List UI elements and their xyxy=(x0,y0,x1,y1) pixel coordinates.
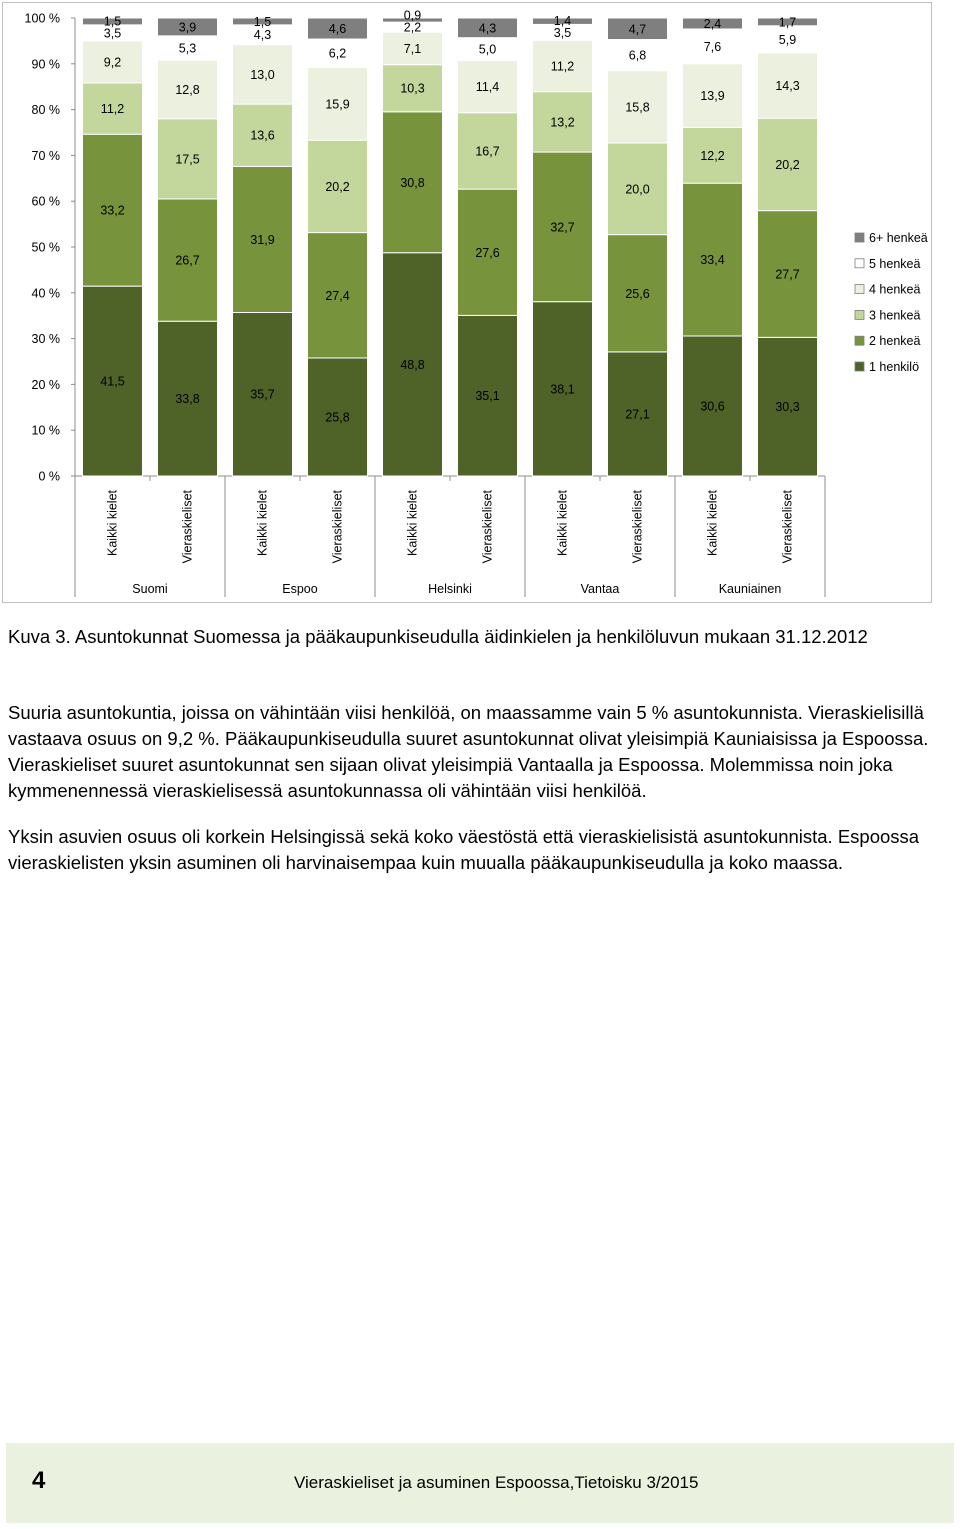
page-footer xyxy=(6,1443,954,1523)
data-label: 26,7 xyxy=(175,253,200,268)
legend-swatch xyxy=(855,259,864,268)
data-label: 25,6 xyxy=(625,286,650,301)
data-label: 14,3 xyxy=(775,78,800,93)
data-label: 20,2 xyxy=(775,157,800,172)
x-category-label: Kaikki kielet xyxy=(405,490,420,556)
data-label: 11,2 xyxy=(550,59,575,74)
figure-caption: Kuva 3. Asuntokunnat Suomessa ja pääkaupunkiseudulla äidinkielen ja henkilöluvun mukaan 31.12.2012 xyxy=(8,626,868,647)
data-label: 16,7 xyxy=(475,144,500,159)
chart xyxy=(0,0,960,605)
stacked-bar-chart xyxy=(0,0,960,605)
data-label: 11,4 xyxy=(475,80,500,95)
data-label: 6,2 xyxy=(328,46,347,61)
data-label: 3,5 xyxy=(103,26,122,41)
data-label: 12,2 xyxy=(700,148,725,163)
data-label: 31,9 xyxy=(250,232,275,247)
x-category-label: Kaikki kielet xyxy=(705,490,720,556)
group-label: Kauniainen xyxy=(718,582,782,596)
data-label: 1,5 xyxy=(253,14,272,29)
legend-label: 4 henkeä xyxy=(869,282,921,297)
legend-label: 2 henkeä xyxy=(869,334,921,349)
legend-label: 5 henkeä xyxy=(869,256,921,271)
group-label: Espoo xyxy=(282,582,318,596)
data-label: 35,1 xyxy=(475,389,500,404)
data-label: 32,7 xyxy=(550,220,575,235)
y-tick-label: 50 % xyxy=(31,240,60,255)
data-label: 1,7 xyxy=(778,15,797,30)
data-label: 48,8 xyxy=(400,357,425,372)
data-label: 2,2 xyxy=(403,20,422,35)
data-label: 12,8 xyxy=(175,82,200,97)
data-label: 20,2 xyxy=(325,179,350,194)
x-category-label: Kaikki kielet xyxy=(255,490,270,556)
x-category-label: Kaikki kielet xyxy=(555,490,570,556)
footer-text: Vieraskieliset ja asuminen Espoossa,Tietoisku 3/2015 xyxy=(294,1473,699,1492)
data-label: 13,0 xyxy=(250,67,275,82)
data-label: 30,8 xyxy=(400,175,425,190)
data-label: 33,8 xyxy=(175,392,200,407)
x-category-label: Vieraskieliset xyxy=(330,490,345,564)
data-label: 2,4 xyxy=(703,16,722,31)
data-label: 33,4 xyxy=(700,253,725,268)
data-label: 10,3 xyxy=(400,81,425,96)
data-label: 0,9 xyxy=(403,8,422,23)
y-tick-label: 70 % xyxy=(31,148,60,163)
data-label: 13,2 xyxy=(550,115,575,130)
data-label: 5,3 xyxy=(178,41,197,56)
data-label: 7,1 xyxy=(403,41,422,56)
legend-swatch xyxy=(855,362,864,371)
x-category-label: Kaikki kielet xyxy=(105,490,120,556)
data-label: 20,0 xyxy=(625,182,650,197)
y-tick-label: 40 % xyxy=(31,286,60,301)
legend-swatch xyxy=(855,285,864,294)
data-label: 7,6 xyxy=(703,39,722,54)
page-number: 4 xyxy=(32,1467,46,1494)
legend-swatch xyxy=(855,233,864,242)
data-label: 6,8 xyxy=(628,48,647,63)
x-category-label: Vieraskieliset xyxy=(630,490,645,564)
data-label: 27,6 xyxy=(475,245,500,260)
data-label: 1,5 xyxy=(103,14,122,29)
y-tick-label: 90 % xyxy=(31,57,60,72)
y-tick-label: 0 % xyxy=(38,469,60,484)
data-label: 4,3 xyxy=(253,28,272,43)
legend-label: 6+ henkeä xyxy=(869,231,928,245)
data-label: 11,2 xyxy=(100,102,125,117)
group-label: Helsinki xyxy=(428,582,472,596)
data-label: 4,3 xyxy=(478,21,497,36)
legend-label: 3 henkeä xyxy=(869,308,921,323)
text-block xyxy=(8,624,952,876)
y-tick-label: 80 % xyxy=(31,103,60,118)
data-label: 13,6 xyxy=(250,128,275,143)
legend-swatch xyxy=(855,310,864,319)
x-category-label: Vieraskieliset xyxy=(480,490,495,564)
data-label: 27,1 xyxy=(625,407,650,422)
data-label: 25,8 xyxy=(325,410,350,425)
data-label: 27,4 xyxy=(325,288,350,303)
y-tick-label: 30 % xyxy=(31,332,60,347)
data-label: 3,9 xyxy=(178,20,197,35)
legend-label: 1 henkilö xyxy=(869,360,920,374)
y-tick-label: 100 % xyxy=(24,11,60,26)
x-category-label: Vieraskieliset xyxy=(180,490,195,564)
data-label: 30,3 xyxy=(775,400,800,415)
data-label: 13,9 xyxy=(700,89,725,104)
data-label: 41,5 xyxy=(100,374,125,389)
group-label: Suomi xyxy=(132,582,168,596)
data-label: 5,0 xyxy=(478,42,497,57)
y-tick-label: 60 % xyxy=(31,194,60,209)
data-label: 27,7 xyxy=(775,267,800,282)
data-label: 17,5 xyxy=(175,152,200,167)
paragraph-1: Suuria asuntokuntia, joissa on vähintään viisi henkilöä, on maassamme vain 5 % asuntokunnista. Vieraskielisillä vastaava osuus on 9,2 %. Pääkaupunkiseudulla suuret asuntokunnat olivat yleisimpiä Kauniaisissa ja Espoossa. Vieraskieliset suuret asuntokunnat sen sijaan olivat yleisimpiä Vantaalla ja Espoossa. Molemmissa noin joka kymmenennessä vieraskielisessä asuntokunnassa oli vähintään viisi henkilöä. xyxy=(8,702,929,801)
data-label: 30,6 xyxy=(700,399,725,414)
y-tick-label: 10 % xyxy=(31,423,60,438)
data-label: 38,1 xyxy=(550,382,575,397)
data-label: 1,4 xyxy=(553,13,572,28)
x-category-label: Vieraskieliset xyxy=(780,490,795,564)
data-label: 15,8 xyxy=(625,100,650,115)
data-label: 15,9 xyxy=(325,97,350,112)
paragraph-2: Yksin asuvien osuus oli korkein Helsingissä sekä koko väestöstä että vieraskielisistä asuntokunnista. Espoossa vieraskielisten yksin asuminen oli harvinaisempaa kuin muualla pääkaupunkiseudulla ja koko maassa. xyxy=(8,826,920,873)
data-label: 33,2 xyxy=(100,203,125,218)
data-label: 4,6 xyxy=(328,22,347,37)
data-label: 9,2 xyxy=(103,55,122,70)
data-label: 4,7 xyxy=(628,22,647,37)
group-label: Vantaa xyxy=(580,582,620,596)
data-label: 35,7 xyxy=(250,387,275,402)
data-label: 5,9 xyxy=(778,32,797,47)
legend-swatch xyxy=(855,336,864,345)
y-tick-label: 20 % xyxy=(31,377,60,392)
data-label: 3,5 xyxy=(553,25,572,40)
